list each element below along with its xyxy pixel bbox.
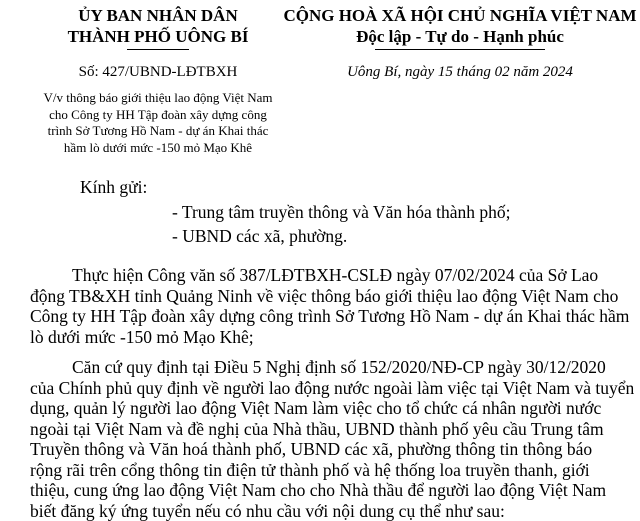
subject-line: cho Công ty HH Tập đoàn xây dựng công <box>8 107 308 124</box>
paragraph-line: lò dưới mức -150 mỏ Mạo Khê; <box>30 327 620 348</box>
paragraph-line: Căn cứ quy định tại Điều 5 Nghị định số 152/2020/NĐ-CP ngày 30/12/2020 <box>30 357 620 378</box>
issuing-authority <box>8 5 308 50</box>
recipient-item: - UBND các xã, phường. <box>172 224 510 248</box>
subject-summary <box>8 90 308 156</box>
paragraph-line: thiệu, cung ứng lao động Việt Nam cho cho Nhà thầu để người lao động Việt Nam <box>30 480 620 501</box>
national-motto-block <box>280 5 640 50</box>
paragraph-line: dụng, quản lý người lao động Việt Nam làm việc cho tổ chức cá nhân người nước <box>30 398 620 419</box>
subject-line: trình Sở Tương Hồ Nam - dự án Khai thác <box>8 123 308 140</box>
subject-line: hầm lò dưới mức -150 mỏ Mạo Khê <box>8 140 308 157</box>
document-number: Số: 427/UBND-LĐTBXH <box>8 62 308 82</box>
motto-underline <box>375 49 545 50</box>
salutation: Kính gửi: <box>80 176 147 198</box>
paragraph-line: Thực hiện Công văn số 387/LĐTBXH-CSLĐ ngày 07/02/2024 của Sở Lao <box>30 265 620 286</box>
body-paragraph-1 <box>30 265 620 347</box>
paragraph-line: động TB&XH tỉnh Quảng Ninh về việc thông báo giới thiệu lao động Việt Nam cho <box>30 286 620 307</box>
paragraph-line: biết đăng ký ứng tuyển nếu có nhu cầu với nội dung cụ thể như sau: <box>30 501 620 521</box>
motto: Độc lập - Tự do - Hạnh phúc <box>280 26 640 47</box>
recipient-item: - Trung tâm truyền thông và Văn hóa thành phố; <box>172 200 510 224</box>
org-name-line1: ỦY BAN NHÂN DÂN <box>8 5 308 26</box>
paragraph-line: rộng rãi trên cổng thông tin điện tử thành phố và hệ thống loa truyền thanh, giới <box>30 460 620 481</box>
paragraph-line: của Chính phủ quy định về người lao động nước ngoài làm việc tại Việt Nam và tuyển <box>30 378 620 399</box>
paragraph-line: ngoài tại Việt Nam và đề nghị của Nhà thầu, UBND thành phố yêu cầu Trung tâm <box>30 419 620 440</box>
org-underline <box>127 49 189 50</box>
place-and-date: Uông Bí, ngày 15 tháng 02 năm 2024 <box>280 62 640 82</box>
nation-name: CỘNG HOÀ XÃ HỘI CHỦ NGHĨA VIỆT NAM <box>280 5 640 26</box>
body-paragraph-2 <box>30 357 620 521</box>
subject-line: V/v thông báo giới thiệu lao động Việt Nam <box>8 90 308 107</box>
org-name-line2: THÀNH PHỐ UÔNG BÍ <box>8 26 308 47</box>
recipient-list <box>172 200 510 248</box>
paragraph-line: Công ty HH Tập đoàn xây dựng công trình Sở Tương Hồ Nam - dự án Khai thác hầm <box>30 306 620 327</box>
paragraph-line: Truyền thông và Văn hoá thành phố, UBND các xã, phường thông tin thông báo <box>30 439 620 460</box>
